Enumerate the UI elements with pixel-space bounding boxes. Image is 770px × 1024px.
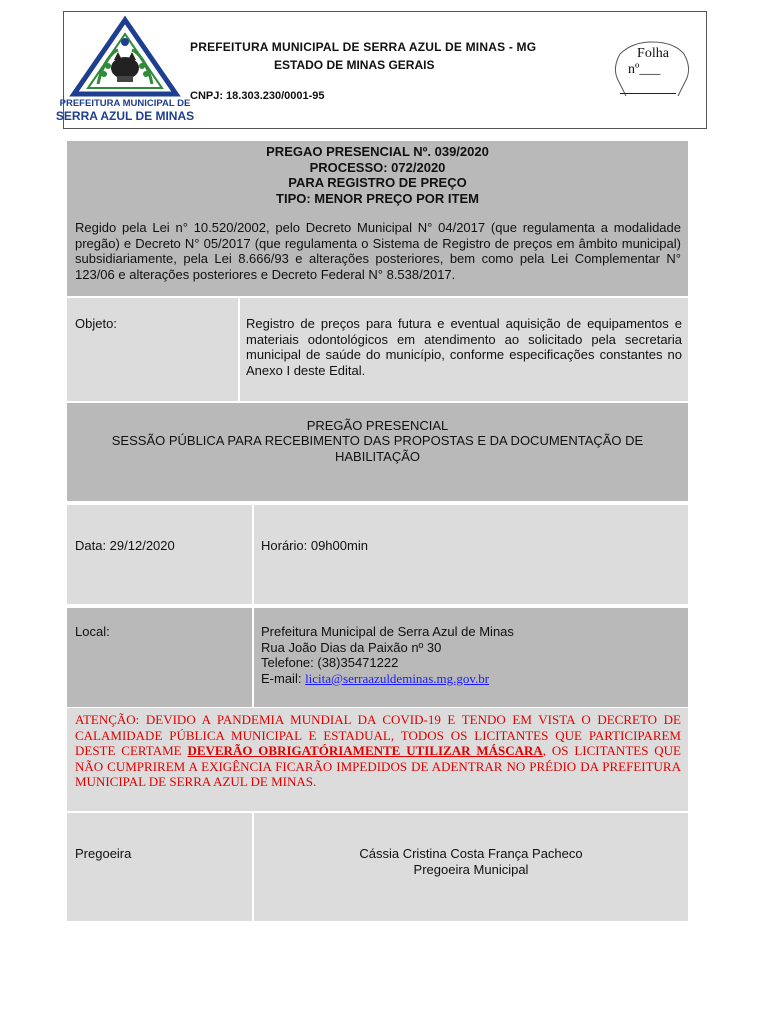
folha-label: Folha xyxy=(637,46,669,61)
local-name: Prefeitura Municipal de Serra Azul de Minas xyxy=(261,624,514,639)
data-cell xyxy=(67,505,252,604)
horario-cell xyxy=(254,505,688,604)
local-label: Local: xyxy=(75,624,110,639)
pregoeira-info-cell xyxy=(254,813,688,921)
session-time: Horário: 09h00min xyxy=(261,538,368,553)
processo-number: PROCESSO: 072/2020 xyxy=(309,159,446,175)
sessao-block xyxy=(67,403,688,501)
covid-notice-part1: ATENÇÃO: DEVIDO A PANDEMIA MUNDIAL DA COVID-19 E TENDO EM VISTA O DECRETO DE CALAMIDADE PÚBLICA MUNICIPAL E ESTADUAL, TODOS OS LICITANTES QUE PARTICIPAREM DESTE CERTAME xyxy=(75,712,681,759)
tipo-licitacao: TIPO: MENOR PREÇO POR ITEM xyxy=(276,190,479,206)
folha-number: nº___ xyxy=(628,62,661,77)
svg-text:PREFEITURA MUNICIPAL DE: PREFEITURA MUNICIPAL DE xyxy=(59,98,191,109)
email-link[interactable]: licita@serraazuldeminas.mg.gov.br xyxy=(305,670,490,686)
covid-notice-part2: , OS LICITANTES QUE NÃO CUMPRIREM A EXIGÊNCIA FICARÃO IMPEDIDOS DE ADENTRAR NO PRÉDIO DA PREFEITURA MUNICIPAL DE SERRA AZUL DE MINAS. xyxy=(75,743,681,790)
covid-notice-emphasis: DEVERÃO OBRIGATÓRIAMENTE UTILIZAR MÁSCARA xyxy=(187,743,543,759)
local-phone: Telefone: (38)35471222 xyxy=(261,655,399,671)
cnpj-text: CNPJ: 18.303.230/0001-95 xyxy=(190,90,325,102)
folha-box xyxy=(612,40,694,96)
covid-notice-block xyxy=(67,708,688,811)
pregoeira-label-cell xyxy=(67,813,252,921)
objeto-text: Registro de preços para futura e eventual aquisição de equipamentos e materiais odontológicos em atendimento ao solicitado pela secretaria municipal de saúde do município, conforme especificações constantes no Anexo I deste Edital. xyxy=(246,316,682,378)
pregoeira-label: Pregoeira xyxy=(75,846,132,861)
state-title: ESTADO DE MINAS GERAIS xyxy=(274,58,435,72)
pregao-titles xyxy=(67,144,688,206)
local-email-row xyxy=(261,671,514,687)
objeto-label-cell xyxy=(67,298,238,401)
document-header xyxy=(55,11,707,129)
local-label-cell xyxy=(67,608,252,707)
session-date: Data: 29/12/2020 xyxy=(75,538,175,553)
municipality-title: PREFEITURA MUNICIPAL DE SERRA AZUL DE MINAS - MG xyxy=(190,40,537,54)
objeto-label: Objeto: xyxy=(75,316,117,331)
local-address xyxy=(261,624,514,686)
sessao-line2: SESSÃO PÚBLICA PARA RECEBIMENTO DAS PROPOSTAS E DA DOCUMENTAÇÃO DE HABILITAÇÃO xyxy=(111,433,644,464)
covid-notice xyxy=(75,712,681,790)
pregoeira-role: Pregoeira Municipal xyxy=(413,862,529,877)
local-info-cell xyxy=(254,608,688,707)
legal-basis-text: Regido pela Lei n° 10.520/2002, pelo Decreto Municipal N° 04/2017 (que regulamenta a modalidade pregão) e Decreto N° 05/2017 (que regulamenta o Sistema de Registro de preços em âmbito municipal) subsidiariamente, pela Lei 8.666/93 e alterações posteriores, bem como pela Lei Complementar N° 123/06 e alterações posteriores e Decreto Federal N° 8.538/2017. xyxy=(75,220,681,282)
objeto-text-cell xyxy=(240,298,688,401)
municipality-logo xyxy=(55,14,195,126)
pregao-info-block xyxy=(67,141,688,296)
email-label: E-mail: xyxy=(261,670,306,686)
pregao-title: PREGAO PRESENCIAL Nº. 039/2020 xyxy=(266,144,489,159)
local-street: Rua João Dias da Paixão nº 30 xyxy=(261,639,442,655)
folha-signature-line xyxy=(620,93,676,94)
sessao-line1: PREGÃO PRESENCIAL xyxy=(306,418,449,433)
svg-text:SERRA AZUL DE MINAS: SERRA AZUL DE MINAS xyxy=(55,109,195,123)
pregoeira-name: Cássia Cristina Costa França Pacheco xyxy=(359,846,583,861)
registro-preco: PARA REGISTRO DE PREÇO xyxy=(288,175,467,190)
